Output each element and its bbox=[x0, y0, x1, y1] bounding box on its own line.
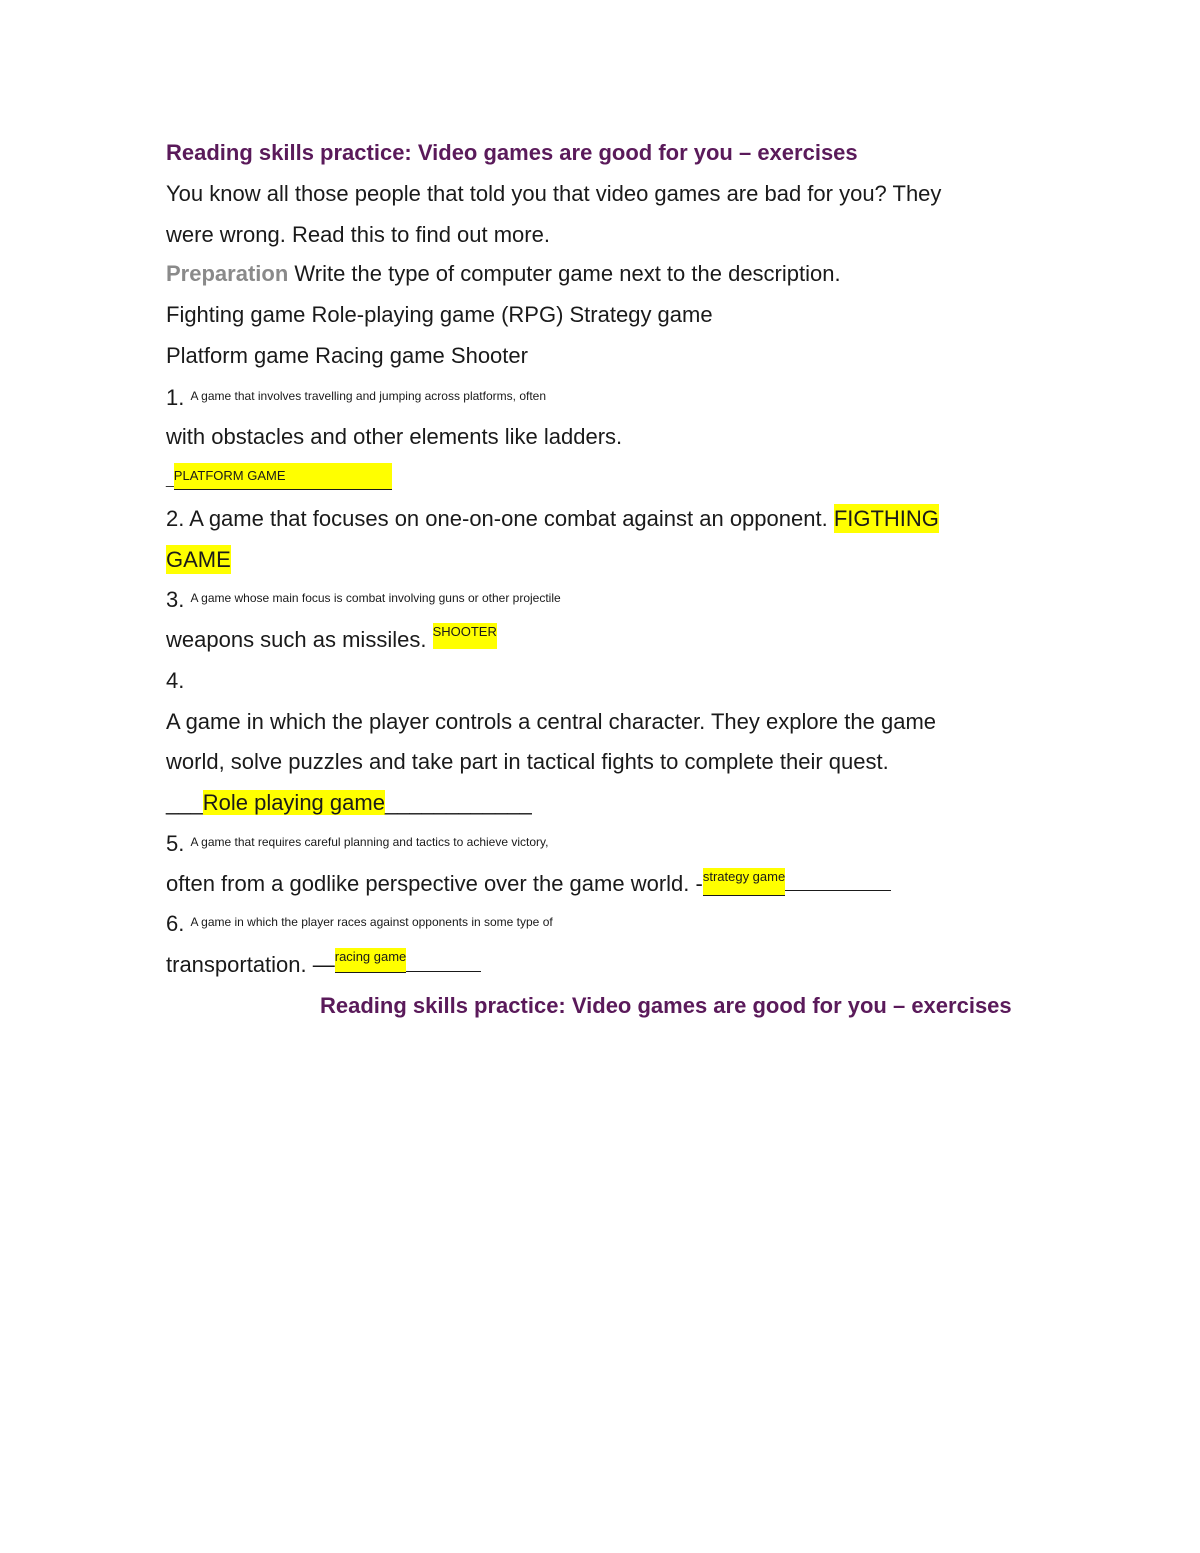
question-4-answer-line bbox=[166, 789, 532, 817]
question-3-line bbox=[166, 626, 497, 654]
question-6-line bbox=[166, 951, 481, 979]
question-6-head bbox=[166, 910, 553, 938]
question-2-line bbox=[166, 505, 939, 533]
page-title: Reading skills practice: Video games are good for you – exercises bbox=[166, 140, 858, 165]
question-6-continuation: transportation. — bbox=[166, 952, 335, 977]
intro-line-1: You know all those people that told you that video games are bad for you? They bbox=[166, 181, 942, 206]
question-4-line-1: A game in which the player controls a central character. They explore the game bbox=[166, 709, 937, 734]
question-3-small-text: A game whose main focus is combat involving guns or other projectile bbox=[190, 591, 561, 605]
question-3-answer: SHOOTER bbox=[433, 623, 497, 649]
options-line-2: Platform game Racing game Shooter bbox=[166, 343, 528, 368]
question-6-blank-rule bbox=[406, 951, 481, 972]
question-2-line-2 bbox=[166, 546, 231, 574]
question-1-answer-line bbox=[166, 463, 392, 491]
question-2-answer-b: GAME bbox=[166, 547, 231, 572]
question-5-blank-rule bbox=[785, 870, 891, 891]
question-1-head bbox=[166, 384, 546, 412]
question-1-small-text: A game that involves travelling and jumping across platforms, often bbox=[190, 389, 547, 403]
question-3-number: 3. bbox=[166, 587, 185, 612]
question-6-answer: racing game bbox=[335, 948, 407, 973]
question-4-line-2: world, solve puzzles and take part in tactical fights to complete their quest. bbox=[166, 749, 889, 774]
preparation-text: Write the type of computer game next to the description. bbox=[288, 261, 841, 286]
question-5-small-text: A game that requires careful planning and tactics to achieve victory, bbox=[190, 835, 549, 849]
question-1-answer: PLATFORM GAME bbox=[174, 463, 392, 490]
question-5-number: 5. bbox=[166, 831, 185, 856]
intro-line-2: were wrong. Read this to find out more. bbox=[166, 222, 550, 247]
question-6-number: 6. bbox=[166, 911, 185, 936]
preparation-line bbox=[166, 260, 841, 288]
question-3-head bbox=[166, 586, 561, 614]
question-6-small-text: A game in which the player races against opponents in some type of bbox=[190, 915, 553, 929]
question-1-number: 1. bbox=[166, 385, 185, 410]
question-1-prefix: _ bbox=[166, 471, 174, 487]
question-4-number: 4. bbox=[166, 668, 185, 693]
question-4-prefix: ___ bbox=[166, 790, 203, 815]
question-5-head bbox=[166, 830, 548, 858]
question-2-text: 2. A game that focuses on one-on-one combat against an opponent. bbox=[166, 506, 834, 531]
footer-title: Reading skills practice: Video games are good for you – exercises bbox=[320, 993, 1012, 1018]
question-2-answer-a: FIGTHING bbox=[833, 506, 939, 531]
options-line-1: Fighting game Role-playing game (RPG) Strategy game bbox=[166, 302, 713, 327]
question-3-continuation: weapons such as missiles. bbox=[166, 627, 433, 652]
question-5-answer: strategy game bbox=[703, 868, 785, 896]
question-5-continuation: often from a godlike perspective over the game world. - bbox=[166, 871, 703, 896]
question-1-continuation: with obstacles and other elements like ladders. bbox=[166, 424, 623, 449]
question-4-answer: Role playing game bbox=[202, 790, 385, 815]
preparation-label: Preparation bbox=[166, 261, 289, 286]
question-4-suffix: ____________ bbox=[384, 790, 532, 815]
question-5-line bbox=[166, 870, 891, 898]
